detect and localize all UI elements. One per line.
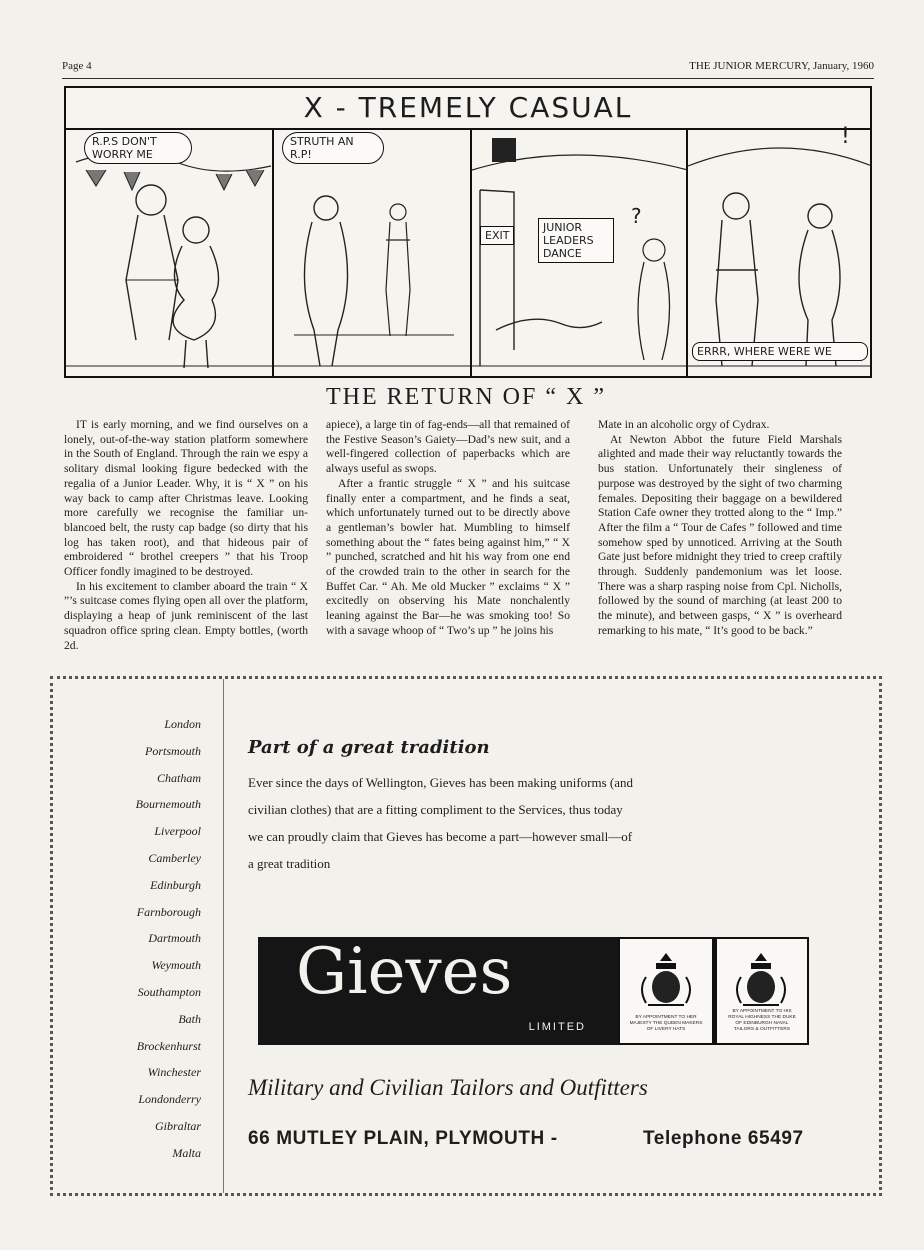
panel-1-drawing xyxy=(66,130,272,376)
comic-strip xyxy=(64,86,872,378)
royal-crest-icon xyxy=(717,947,805,1017)
city-item: Weymouth xyxy=(151,958,201,973)
city-item: Liverpool xyxy=(154,824,201,839)
column-2-paragraph-2: After a frantic struggle “ X ” and his suitcase finally enter a compartment, and he finds a seat, which unfortunately turned out to be directly above a gentleman’s bowler hat. Mumbling to himself something about the “ fates being against him,” “ X ” punched, scratched and hit his way from one end of the crowded train to the other in search for the Buffet Car. “ Ah. Me old Mucker ” exclaims “ X ” excitedly on observing his Mate nonchalently leaning against the Bar—he was smoking too! So with a savage whoop of “ Two’s up ” he joins his xyxy=(326,476,570,637)
city-item: Gibraltar xyxy=(154,1118,201,1133)
logo-limited: LIMITED xyxy=(528,1021,586,1033)
comic-panel-3 xyxy=(470,130,688,376)
panel-4-drawing xyxy=(688,124,872,376)
gieves-logo xyxy=(258,937,618,1045)
comic-panel-1 xyxy=(66,130,272,376)
column-1-paragraph-2: In his excitement to clamber aboard the train “ X ”’s suitcase comes flying open all over the platform, displaying a heap of junk reminiscent of the last squadron office spring clean. Empty bottles, (worth 2d. xyxy=(64,579,308,652)
city-item: Malta xyxy=(172,1145,201,1160)
royal-warrant-queen xyxy=(618,937,714,1045)
ad-body-text: Ever since the days of Wellington, Gieves has been making uniforms (and civilian clothes) that are a fitting compliment to the Services, thus today we can proudly claim that Gieves has become a part—however small—of a great tradition xyxy=(248,775,634,871)
city-item: Dartmouth xyxy=(148,931,201,946)
city-item: Edinburgh xyxy=(150,877,201,892)
ad-divider xyxy=(223,679,224,1193)
city-item: Chatham xyxy=(156,770,201,785)
city-item: Southampton xyxy=(137,984,201,999)
page-number: Page 4 xyxy=(62,60,92,72)
city-item: Bath xyxy=(178,1011,201,1026)
city-item: Portsmouth xyxy=(144,743,201,758)
article-column-3 xyxy=(598,418,842,639)
article-title: THE RETURN OF “ X ” xyxy=(326,384,606,410)
panel-2-drawing xyxy=(274,130,472,376)
exit-sign: EXIT xyxy=(480,226,514,245)
ad-tagline: Military and Civilian Tailors and Outfitters xyxy=(248,1075,648,1100)
royal-warrant-duke xyxy=(713,937,809,1045)
article-column-1 xyxy=(64,418,308,653)
speech-bubble-2: STRUTH AN R.P! xyxy=(282,132,384,164)
city-item: London xyxy=(164,717,201,731)
ad-telephone: Telephone 65497 xyxy=(643,1128,804,1149)
speech-bubble-1: R.P.S DON'T WORRY ME xyxy=(84,132,192,164)
city-item: Winchester xyxy=(147,1065,201,1080)
page-header xyxy=(62,60,874,76)
ad-heading: Part of a great tradition xyxy=(248,737,490,758)
ad-address: 66 MUTLEY PLAIN, PLYMOUTH - xyxy=(248,1128,558,1149)
city-item: Bournemouth xyxy=(135,797,201,812)
warrant-text-queen: BY APPOINTMENT TO HER MAJESTY THE QUEEN MAKERS OF LIVERY HATS xyxy=(629,1015,703,1032)
city-list xyxy=(53,717,201,1173)
article-body xyxy=(64,418,882,663)
column-1-paragraph-1: IT is early morning, and we find ourselves on a lonely, out-of-the-way station platform somewhere in the South of England. Through the rain we espy a solitary dismal looking figure bedecked with the regalia of a Junior Leader. Why, it is “ X ” on his way back to camp after Christmas leave. Looking more carefully we recognise the familiar un-blancoed belt, the rusty cap badge (so dirty that his log has taken root), and that hideous pair of embroidered “ brothel creepers ” that his Troop Officer fondly imagined to be destroyed. xyxy=(64,418,308,579)
city-item: Brockenhurst xyxy=(136,1038,201,1053)
column-3-paragraph-1: Mate in an alcoholic orgy of Cydrax. xyxy=(598,418,770,431)
city-item: Londonderry xyxy=(138,1092,201,1107)
warrant-text-duke: BY APPOINTMENT TO HIS ROYAL HIGHNESS THE DUKE OF EDINBURGH NAVAL TAILORS & OUTFITTERS xyxy=(728,1009,796,1032)
exclamation-mark: ! xyxy=(841,124,850,149)
question-mark: ? xyxy=(631,204,642,228)
publication-line: THE JUNIOR MERCURY, January, 1960 xyxy=(689,60,874,72)
gieves-advertisement xyxy=(50,676,882,1196)
logo-wordmark: Gieves xyxy=(296,935,513,1009)
dance-sign: JUNIOR LEADERS DANCE xyxy=(538,218,614,263)
comic-panel-4 xyxy=(686,124,872,376)
royal-crest-icon xyxy=(620,947,712,1017)
comic-title: X - TREMELY CASUAL xyxy=(66,88,870,130)
column-3-paragraph-2: At Newton Abbot the future Field Marshals alighted and made their way reluctantly towards the bus station. Unfortunately their singleness of purpose was destroyed by the sight of two charming females. Depositing their baggage on a bewildered Station Cafe owner they trotted along to the “ Imp.” After the film a “ Tour de Cafes ” followed and time somehow sped by unnoticed. Arriving at the South Gate just before midnight they tried to creep craftily through. Suddenly pandemonium was let loose. There was a sharp rasping noise from Cpl. Nicholls, followed by the sound of marching (at least 200 to the minute), and between gasps, “ X ” is overheard remarking to his mate, “ It’s good to be back.” xyxy=(598,432,842,637)
header-rule xyxy=(62,78,874,79)
city-item: Farnborough xyxy=(136,904,201,919)
article-column-2 xyxy=(326,418,570,639)
city-item: Camberley xyxy=(148,850,201,865)
caption-errr: ERRR, WHERE WERE WE xyxy=(692,342,868,361)
comic-panel-2 xyxy=(272,130,472,376)
column-2-paragraph-1: apiece), a large tin of fag-ends—all that remained of the Festive Season’s Gaiety—Dad’s new suit, and a well-fingered collection of paperbacks which are always useful as swops. xyxy=(326,418,570,476)
